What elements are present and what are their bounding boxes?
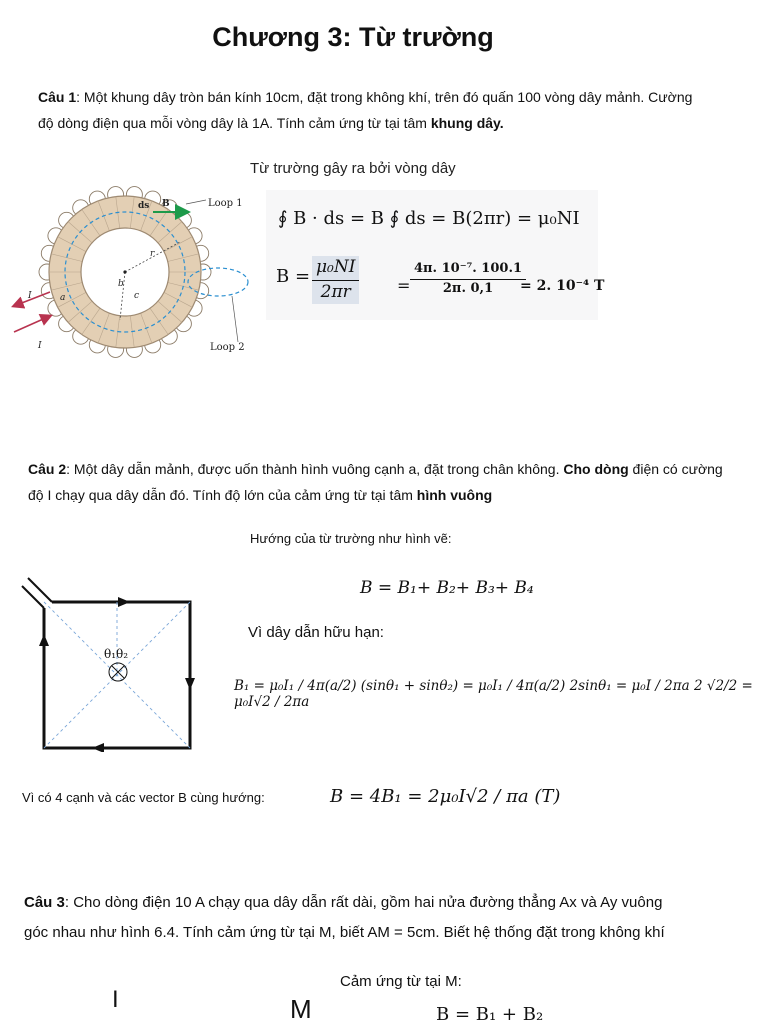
final-b-equation: B = 4B₁ = 2μ₀I√2 / πa (T) [330,786,561,807]
arrow-bottom-left [92,743,104,752]
question-3-line-1 [24,888,760,918]
toroid-center [123,270,126,273]
conclusion-note: Vì có 4 cạnh và các vector B cùng hướng: [22,790,265,805]
q3-note: Cảm ứng từ tại M: [340,973,462,990]
question-2-text-b: độ I chạy qua dây dẫn đó. Tính độ lớn của cảm ứng từ tại tâm [28,487,417,503]
b-formula-numerator: μ₀NI [312,258,359,281]
question-3 [24,888,760,948]
q3-equation: B = B₁ + B₂ [436,1004,544,1025]
b1-equation: B₁ = μ₀I₁ / 4π(a/2) (sinθ₁ + sinθ₂) = μ₀I₁ / 4π(a/2) 2sinθ₁ = μ₀I / 2πa 2 √2/2 = μ₀I√2 / 2πa [234,678,753,710]
ds-label: ds [138,201,150,211]
b-formula-lhs: B = [276,266,311,287]
question-3-text-a: : Cho dòng điện 10 A chạy qua dây dẫn rất dài, gồm hai nửa đường thẳng Ax và Ay vuông [64,894,663,911]
question-3-text-b: góc nhau như hình 6.4. Tính cảm ứng từ tại M, biết AM = 5cm. Biết hệ thống đặt trong không khí [24,924,665,941]
current-arrow-in [14,316,50,332]
question-1-text-b: độ dòng điện qua mỗi vòng dây là 1A. Tính cảm ứng từ tại tâm [38,115,431,131]
loop-1-label: Loop 1 [208,198,243,209]
lead-wire-1 [28,578,52,602]
a-label: a [60,293,66,303]
question-2 [28,456,758,508]
b-formula-fraction [312,256,359,304]
question-2-text-a-end: điện có cường [628,461,723,477]
arrow-top-right [118,597,130,607]
substitution-fraction [410,262,526,297]
substitution-equals: = [397,276,411,295]
question-1-line-2 [38,110,758,136]
question-1-text-a: : Một khung dây tròn bán kính 10cm, đặt trong không khí, trên đó quấn 100 vòng dây mảnh. Cường [76,89,693,105]
question-2-text-b-bold: hình vuông [416,487,493,503]
current-label-1: I [28,291,32,301]
current-arrow-out [14,292,50,306]
theta-labels: θ₁θ₂ [104,647,129,661]
direction-note: Hướng của từ trường như hình vẽ: [250,531,452,546]
r-label: r [150,249,155,259]
substitution-numerator: 4π. 10⁻⁷. 100.1 [410,262,526,280]
q1-caption: Từ trường gây ra bởi vòng dây [250,160,456,177]
substitution-result: = 2. 10⁻⁴ T [520,278,605,294]
b-dim-label: b [118,279,124,289]
finite-wire-note: Vì dây dẫn hữu hạn: [248,624,384,641]
ampere-law-equation: ∮ B · ds = B ∮ ds = B(2πr) = μ₀NI [278,208,580,229]
loop-2-label: Loop 2 [210,342,245,353]
c-label: c [134,291,140,301]
question-2-text-a-bold: Cho dòng [563,461,629,477]
toroid-figure [10,182,256,362]
question-2-text-a: : Một dây dẫn mảnh, được uốn thành hình vuông cạnh a, đặt trong chân không. [66,461,564,477]
question-1-line-1 [38,84,758,110]
question-1-text-b-bold: khung dây. [430,115,504,131]
question-2-label: Câu 2 [28,461,67,477]
b-formula-denominator: 2πr [320,281,351,302]
question-3-label: Câu 3 [24,894,65,911]
current-label-2: I [38,341,42,351]
b-label: B [162,199,170,209]
vector-sum-equation: B = B₁+ B₂+ B₃+ B₄ [360,578,534,598]
square-wire-figure [18,572,200,752]
q3-figure-current-label: I [112,986,119,1013]
substitution-denominator: 2π. 0,1 [442,280,494,296]
loop-1-leader [186,200,206,204]
question-2-line-2 [28,482,758,508]
page-title: Chương 3: Từ trường [212,22,494,52]
question-2-line-1 [28,456,758,482]
question-3-line-2 [24,918,760,948]
question-1-label: Câu 1 [38,89,77,105]
arrow-right-down [185,678,195,690]
question-1 [38,84,758,136]
q3-figure-point-m: M [290,994,312,1024]
loop-2-leader [232,296,238,342]
arrow-left-up [39,634,49,646]
